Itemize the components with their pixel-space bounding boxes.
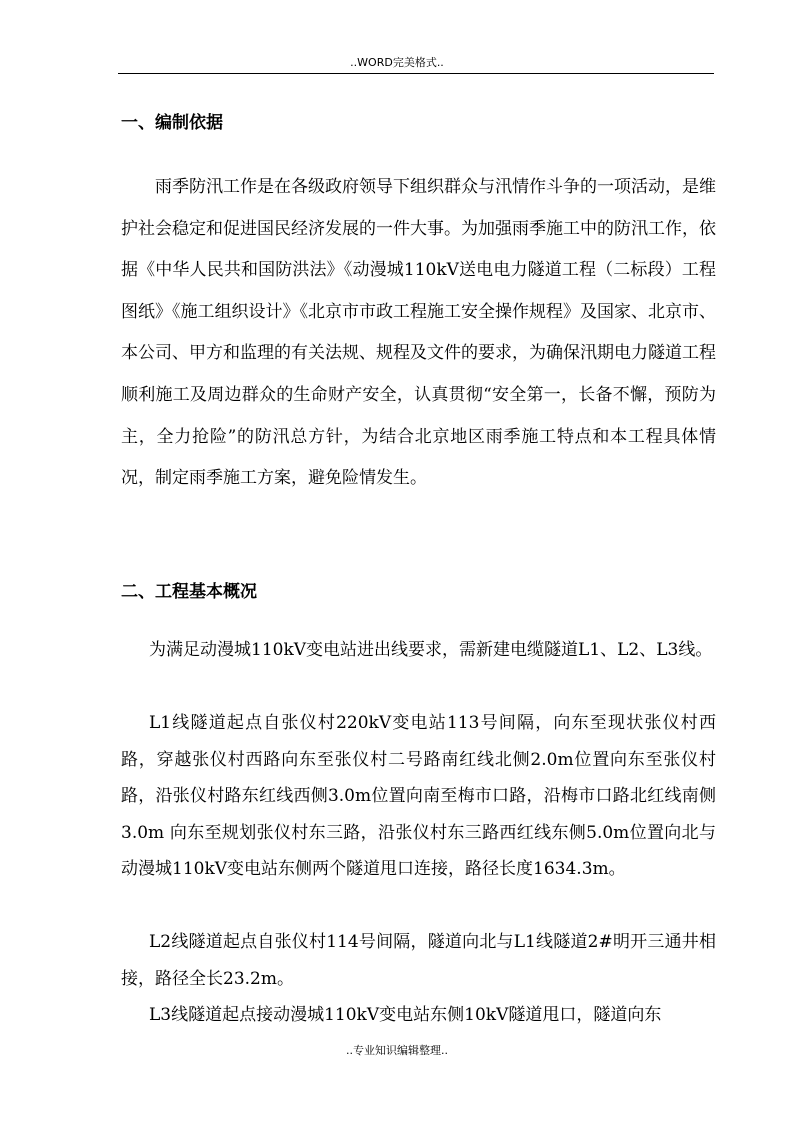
paragraph-l3-line: L3线隧道起点接动漫城110kV变电站东侧10kV隧道甩口，隧道向东 [149, 1005, 662, 1025]
paragraph-overview-intro: 为满足动漫城110kV变电站进出线要求，需新建电缆隧道L1、L2、L3线。 [149, 640, 713, 660]
paragraph-l2-line: L2线隧道起点自张仪村114号间隔，隧道向北与L1线隧道2#明开三通井相接，路径全长23.2m。 [121, 932, 716, 989]
section-title-basis: 一、编制依据 [121, 113, 223, 133]
page-footer: ..专业知识编辑整理.. [346, 1044, 448, 1057]
paragraph-basis: 雨季防汛工作是在各级政府领导下组织群众与汛情作斗争的一项活动，是维护社会稳定和促进国民经济发展的一件大事。为加强雨季施工中的防汛工作，依据《中华人民共和国防洪法》《动漫城110kV送电电力隧道工程（二标段）工程图纸》《施工组织设计》《北京市市政工程施工安全操作规程》及国家、北京市、本公司、甲方和监理的有关法规、规程及文件的要求，为确保汛期电力隧道工程顺利施工及周边群众的生命财产安全，认真贯彻“安全第一，长备不懈，预防为主，全力抢险”的防汛总方针，为结合北京地区雨季施工特点和本工程具体情况，制定雨季施工方案，避免险情发生。 [121, 177, 716, 489]
section-title-overview: 二、工程基本概况 [121, 582, 257, 602]
paragraph-l1-line: L1线隧道起点自张仪村220kV变电站113号间隔，向东至现状张仪村西路，穿越张仪村西路向东至张仪村二号路南红线北侧2.0m位置向东至张仪村路，沿张仪村路东红线西侧3.0m位置向南至梅市口路，沿梅市口路北红线南侧3.0m 向东至规划张仪村东三路，沿张仪村东三路西红线东侧5.0m位置向北与动漫城110kV变电站东侧两个隧道甩口连接，路径长度1634.3m。 [121, 713, 716, 879]
header-divider [118, 73, 714, 74]
page-header: ..WORD完美格式.. [350, 56, 444, 69]
